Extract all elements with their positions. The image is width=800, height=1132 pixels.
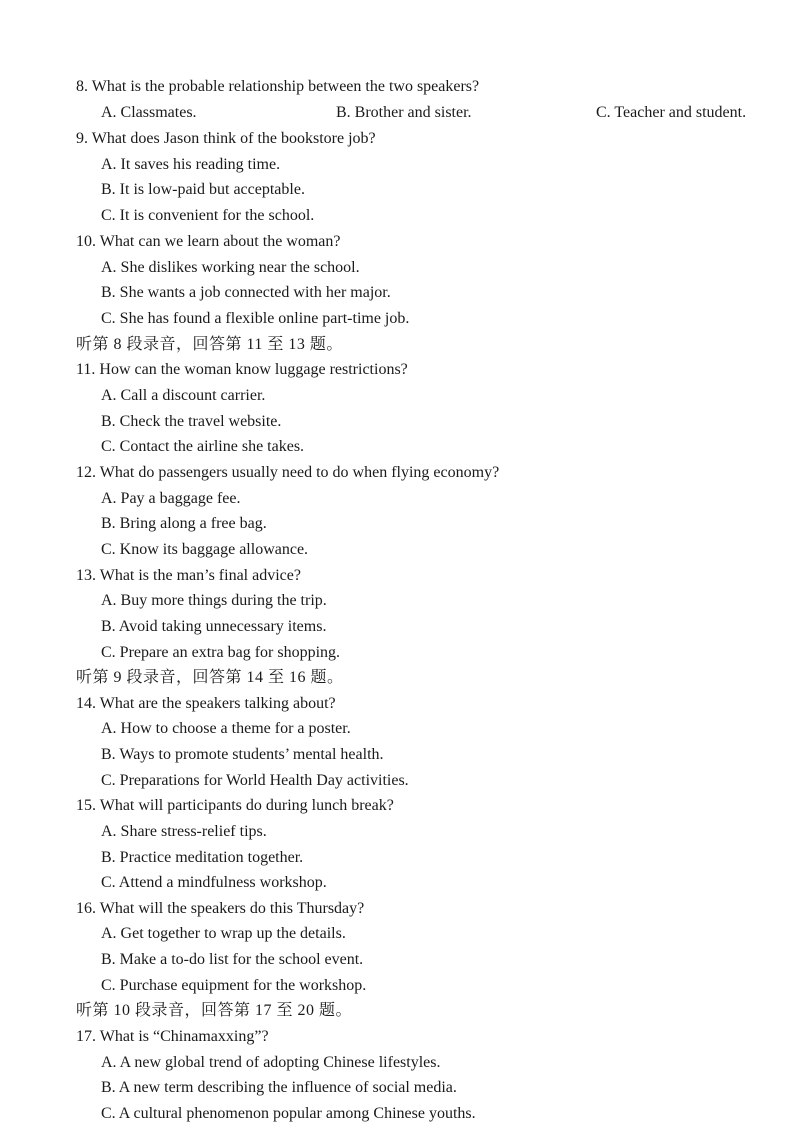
option-11a: A. Call a discount carrier. [101, 387, 266, 404]
question-8: 8. What is the probable relationship between the two speakers? [76, 78, 480, 95]
option-14c: C. Preparations for World Health Day activities. [101, 772, 409, 789]
option-8a: A. Classmates. [101, 104, 197, 121]
option-13a: A. Buy more things during the trip. [101, 592, 327, 609]
option-14a: A. How to choose a theme for a poster. [101, 720, 351, 737]
option-8b: B. Brother and sister. [336, 104, 472, 121]
option-11c: C. Contact the airline she takes. [101, 438, 305, 455]
option-16c: C. Purchase equipment for the workshop. [101, 977, 367, 994]
option-9b: B. It is low-paid but acceptable. [101, 181, 305, 198]
option-13c: C. Prepare an extra bag for shopping. [101, 644, 341, 661]
option-12b: B. Bring along a free bag. [101, 515, 267, 532]
section-8-instruction: 听第 8 段录音，回答第 11 至 13 题。 [76, 336, 343, 353]
options-row-8 [0, 100, 800, 126]
option-17b: B. A new term describing the influence of social media. [101, 1079, 457, 1096]
question-15: 15. What will participants do during lunch break? [76, 797, 394, 814]
option-8c: C. Teacher and student. [596, 104, 747, 121]
option-14b: B. Ways to promote students’ mental health. [101, 746, 384, 763]
section-9-instruction: 听第 9 段录音，回答第 14 至 16 题。 [76, 669, 344, 686]
option-11b: B. Check the travel website. [101, 413, 282, 430]
option-10c: C. She has found a flexible online part-time job. [101, 310, 410, 327]
question-11: 11. How can the woman know luggage restrictions? [76, 361, 408, 378]
question-9: 9. What does Jason think of the bookstore job? [76, 130, 376, 147]
question-17: 17. What is “Chinamaxxing”? [76, 1028, 269, 1045]
question-12: 12. What do passengers usually need to do when flying economy? [76, 464, 500, 481]
option-12a: A. Pay a baggage fee. [101, 490, 241, 507]
option-10b: B. She wants a job connected with her major. [101, 284, 391, 301]
option-16b: B. Make a to-do list for the school event. [101, 951, 364, 968]
option-17a: A. A new global trend of adopting Chinese lifestyles. [101, 1054, 441, 1071]
question-14: 14. What are the speakers talking about? [76, 695, 336, 712]
option-17c: C. A cultural phenomenon popular among Chinese youths. [101, 1105, 476, 1122]
option-15c: C. Attend a mindfulness workshop. [101, 874, 327, 891]
option-9a: A. It saves his reading time. [101, 156, 281, 173]
option-15b: B. Practice meditation together. [101, 849, 304, 866]
option-16a: A. Get together to wrap up the details. [101, 925, 346, 942]
question-10: 10. What can we learn about the woman? [76, 233, 341, 250]
option-13b: B. Avoid taking unnecessary items. [101, 618, 327, 635]
option-9c: C. It is convenient for the school. [101, 207, 315, 224]
question-13: 13. What is the man’s final advice? [76, 567, 301, 584]
option-12c: C. Know its baggage allowance. [101, 541, 309, 558]
option-10a: A. She dislikes working near the school. [101, 259, 360, 276]
question-16: 16. What will the speakers do this Thursday? [76, 900, 365, 917]
option-15a: A. Share stress-relief tips. [101, 823, 267, 840]
section-10-instruction: 听第 10 段录音，回答第 17 至 20 题。 [76, 1002, 353, 1019]
